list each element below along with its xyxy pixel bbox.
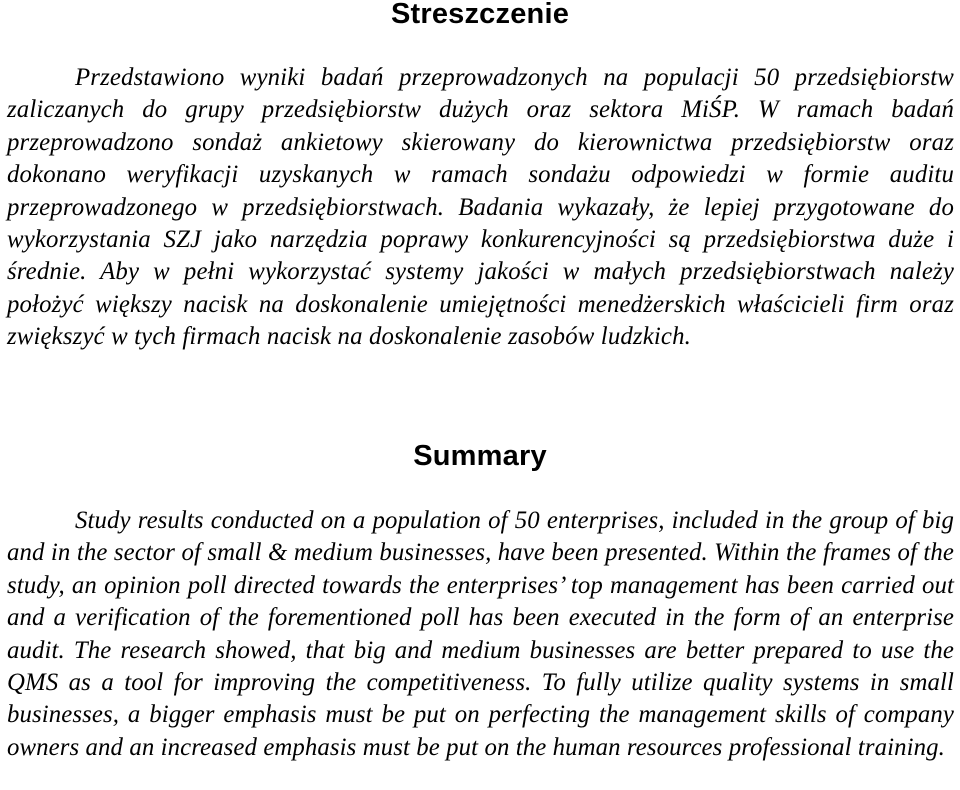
summary-heading: Summary	[413, 440, 547, 472]
english-summary-paragraph: Study results conducted on a population of 50 enterprises, included in the group of big and in the sector of small & medium businesses, have been presented. Within the frames of the study, an opinion poll directed towards the enterprises’ top management has been carried out and a verification of the forementioned poll has been executed in the form of an enterprise audit. The research showed, that big and medium businesses are better prepared to use the QMS as a tool for improving the competitiveness. To fully utilize quality systems in small businesses, a bigger emphasis must be put on perfecting the management skills of company owners and an increased emphasis must be put on the human resources professional training.	[7, 507, 954, 761]
polish-abstract-paragraph: Przedstawiono wyniki badań przeprowadzonych na populacji 50 przedsiębiorstw zaliczanych do grupy przedsiębiorstw dużych oraz sektora MiŚP. W ramach badań przeprowadzono sondaż ankietowy skierowany do kierownictwa przedsiębiorstw oraz dokonano weryfikacji uzyskanych w ramach sondażu odpowiedzi w formie auditu przeprowadzonego w przedsiębiorstwach. Badania wykazały, że lepiej przygotowane do wykorzystania SZJ jako narzędzia poprawy konkurencyjności są przedsiębiorstwa duże i średnie. Aby w pełni wykorzystać systemy jakości w małych przedsiębiorstwach należy położyć większy nacisk na doskonalenie umiejętności menedżerskich właścicieli firm oraz zwiększyć w tych firmach nacisk na doskonalenie zasobów ludzkich.	[7, 64, 954, 351]
streszczenie-heading: Streszczenie	[390, 0, 570, 30]
